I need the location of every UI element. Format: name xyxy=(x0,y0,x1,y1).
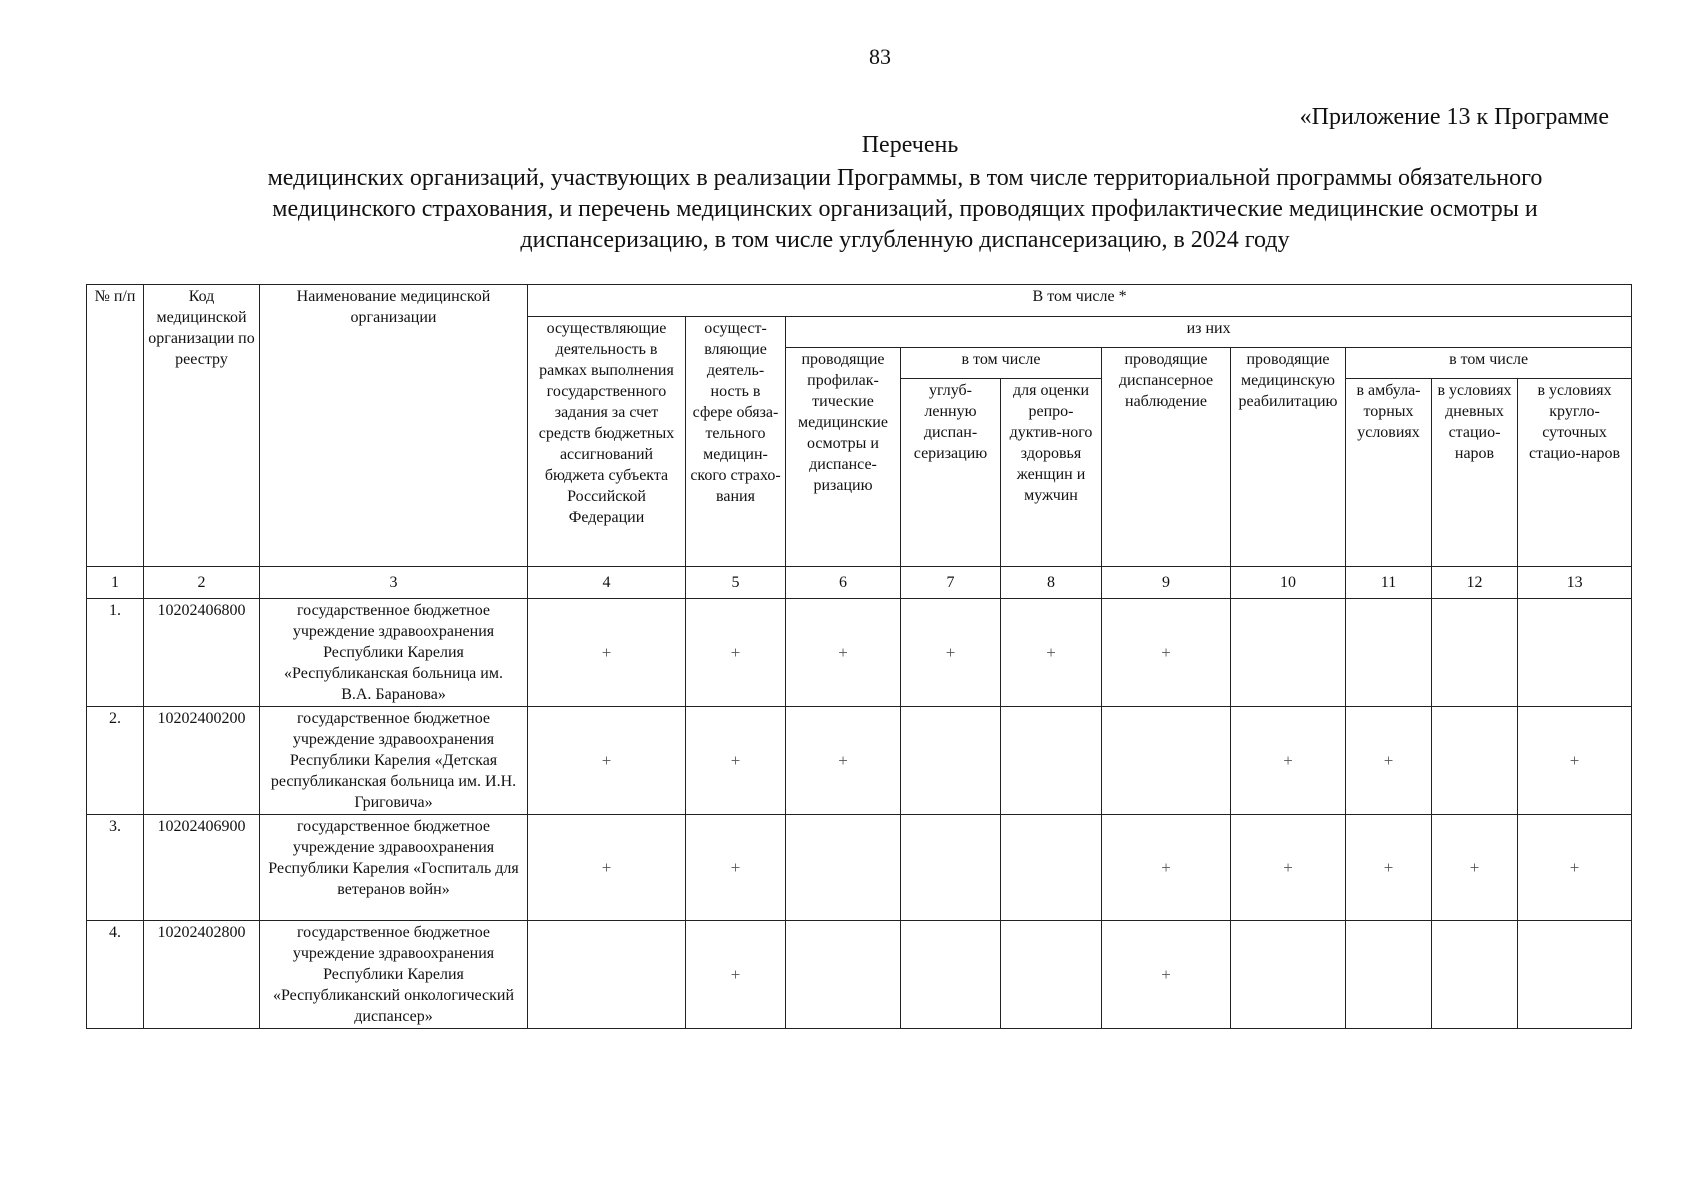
mark-cell xyxy=(901,815,1001,921)
column-number: 1 xyxy=(87,567,144,599)
header-row xyxy=(87,285,1632,317)
mark-cell xyxy=(901,707,1001,815)
mark-cell xyxy=(1001,921,1102,1029)
mark-cell xyxy=(1231,921,1346,1029)
document-title: Перечень xyxy=(861,132,959,158)
header-col-4: осуществляющие деятельность в рамках выполнения государственного задания за счет средств бюджетных ассигнований бюджета субъекта Российской Федерации xyxy=(528,317,686,567)
mark-cell xyxy=(786,921,901,1029)
header-col-7: углуб-ленную диспан-серизацию xyxy=(901,379,1001,567)
mark-cell xyxy=(1231,599,1346,707)
header-col-8: для оценки репро-дуктив-ного здоровья женщин и мужчин xyxy=(1001,379,1102,567)
mark-cell: + xyxy=(528,815,686,921)
mark-cell: + xyxy=(1346,707,1432,815)
mark-cell: + xyxy=(528,599,686,707)
mark-cell xyxy=(786,815,901,921)
table-row xyxy=(87,815,1632,921)
column-number: 3 xyxy=(260,567,528,599)
column-number: 11 xyxy=(1346,567,1432,599)
header-group-including-a: в том числе xyxy=(901,348,1102,379)
mark-cell: + xyxy=(1518,815,1632,921)
mark-cell xyxy=(1518,599,1632,707)
mark-cell xyxy=(1346,921,1432,1029)
row-number: 3. xyxy=(87,815,144,921)
mark-cell: + xyxy=(901,599,1001,707)
header-col-12: в условиях дневных стацио-наров xyxy=(1432,379,1518,567)
mark-cell: + xyxy=(686,707,786,815)
mark-cell: + xyxy=(686,599,786,707)
mark-cell xyxy=(1432,921,1518,1029)
mark-cell: + xyxy=(1346,815,1432,921)
mark-cell: + xyxy=(786,707,901,815)
mark-cell: + xyxy=(1102,921,1231,1029)
table-row xyxy=(87,599,1632,707)
mark-cell xyxy=(1102,707,1231,815)
mark-cell xyxy=(1001,815,1102,921)
header-col-code: Код медицинской организации по реестру xyxy=(144,285,260,567)
header-col-5: осущест-вляющие деятель-ность в сфере обяза-тельного медицин-ского страхо-вания xyxy=(686,317,786,567)
mark-cell xyxy=(1432,599,1518,707)
header-col-13: в условиях кругло-суточных стацио-наров xyxy=(1518,379,1632,567)
mark-cell xyxy=(1346,599,1432,707)
column-number: 5 xyxy=(686,567,786,599)
column-number: 12 xyxy=(1432,567,1518,599)
row-number: 1. xyxy=(87,599,144,707)
organizations-table xyxy=(86,284,1632,1029)
header-group-including: В том числе * xyxy=(528,285,1632,317)
header-group-including-b: в том числе xyxy=(1346,348,1632,379)
header-col-11: в амбула-торных условиях xyxy=(1346,379,1432,567)
mark-cell: + xyxy=(528,707,686,815)
row-number: 2. xyxy=(87,707,144,815)
column-number: 7 xyxy=(901,567,1001,599)
column-number: 8 xyxy=(1001,567,1102,599)
mark-cell: + xyxy=(1231,707,1346,815)
mark-cell: + xyxy=(1102,815,1231,921)
org-name: государственное бюджетное учреждение здравоохранения Республики Карелия «Республиканский онкологический диспансер» xyxy=(260,921,528,1029)
header-group-of-them: из них xyxy=(786,317,1632,348)
mark-cell: + xyxy=(1432,815,1518,921)
org-name: государственное бюджетное учреждение здравоохранения Республики Карелия «Госпиталь для ветеранов войн» xyxy=(260,815,528,921)
page-number: 83 xyxy=(869,44,891,69)
mark-cell: + xyxy=(686,921,786,1029)
header-col-name: Наименование медицинской организации xyxy=(260,285,528,567)
mark-cell xyxy=(1001,707,1102,815)
mark-cell xyxy=(901,921,1001,1029)
mark-cell: + xyxy=(786,599,901,707)
mark-cell xyxy=(1432,707,1518,815)
column-number: 13 xyxy=(1518,567,1632,599)
document-subtitle xyxy=(185,163,1625,256)
column-number: 6 xyxy=(786,567,901,599)
table-row xyxy=(87,921,1632,1029)
mark-cell: + xyxy=(1518,707,1632,815)
column-number: 10 xyxy=(1231,567,1346,599)
mark-cell xyxy=(528,921,686,1029)
column-number-row xyxy=(87,567,1632,599)
column-number: 9 xyxy=(1102,567,1231,599)
org-code: 10202402800 xyxy=(144,921,260,1029)
appendix-note: «Приложение 13 к Программе xyxy=(1299,104,1609,130)
subtitle-line: медицинского страхования, и перечень медицинских организаций, проводящих профилактические медицинские осмотры и xyxy=(272,196,1538,222)
row-number: 4. xyxy=(87,921,144,1029)
org-code: 10202406800 xyxy=(144,599,260,707)
mark-cell xyxy=(1518,921,1632,1029)
subtitle-line: диспансеризацию, в том числе углубленную диспансеризацию, в 2024 году xyxy=(520,227,1290,253)
header-col-9: проводящие диспансерное наблюдение xyxy=(1102,348,1231,567)
column-number: 2 xyxy=(144,567,260,599)
subtitle-line: медицинских организаций, участвующих в реализации Программы, в том числе территориальной программы обязательного xyxy=(267,165,1543,191)
org-code: 10202406900 xyxy=(144,815,260,921)
mark-cell: + xyxy=(686,815,786,921)
mark-cell: + xyxy=(1001,599,1102,707)
column-number: 4 xyxy=(528,567,686,599)
org-name: государственное бюджетное учреждение здравоохранения Республики Карелия «Детская республиканская больница им. И.Н. Григовича» xyxy=(260,707,528,815)
table-row xyxy=(87,707,1632,815)
header-col-6: проводящие профилак-тические медицинские осмотры и диспансе-ризацию xyxy=(786,348,901,567)
org-code: 10202400200 xyxy=(144,707,260,815)
header-col-num: № п/п xyxy=(87,285,144,567)
header-col-10: проводящие медицинскую реабилитацию xyxy=(1231,348,1346,567)
org-name: государственное бюджетное учреждение здравоохранения Республики Карелия «Республиканская больница им. В.А. Баранова» xyxy=(260,599,528,707)
mark-cell: + xyxy=(1102,599,1231,707)
mark-cell: + xyxy=(1231,815,1346,921)
